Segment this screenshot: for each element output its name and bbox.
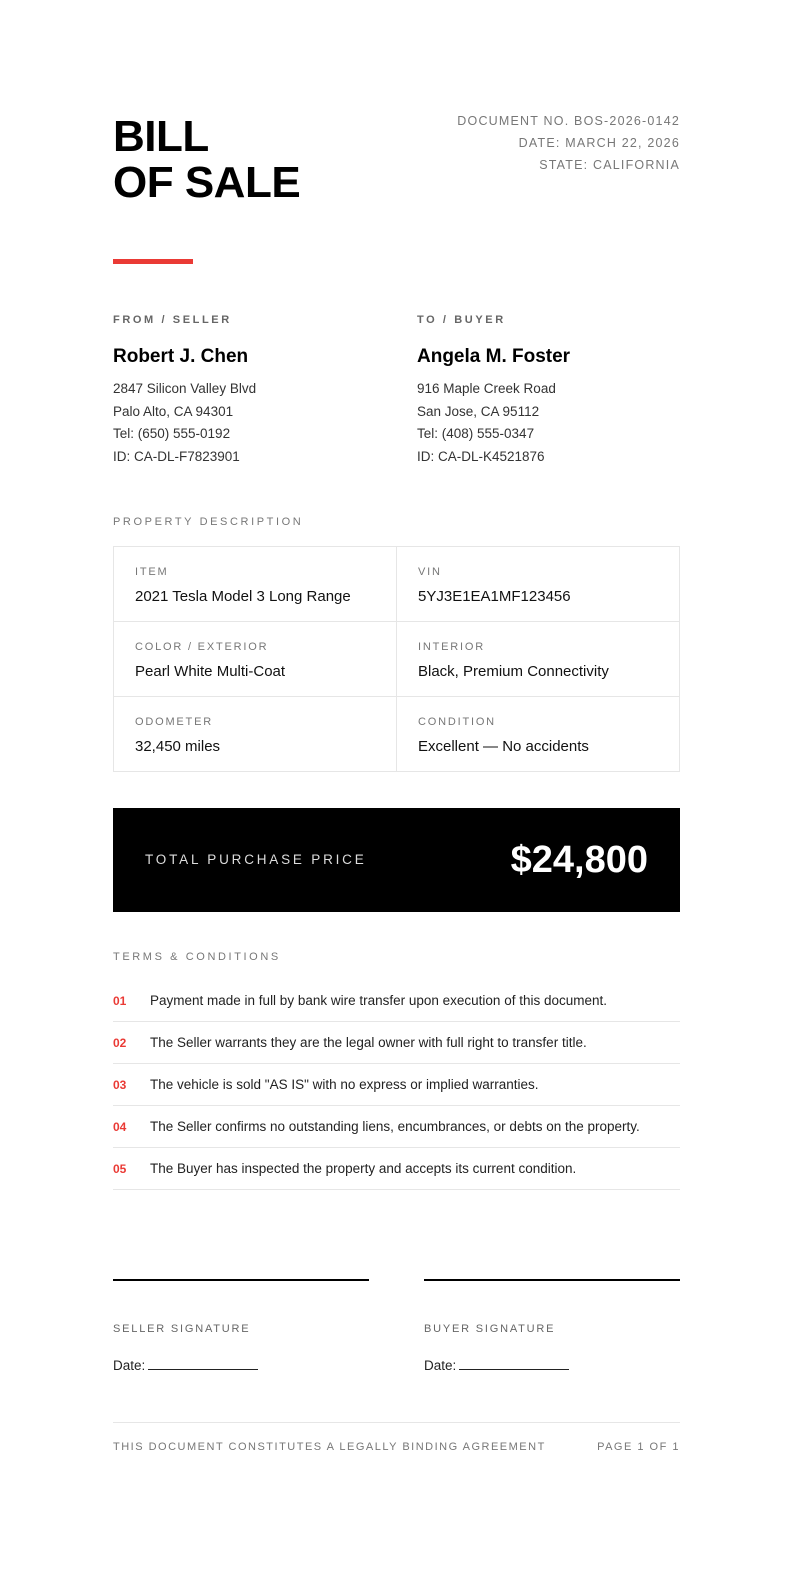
property-cell-color xyxy=(114,622,396,697)
total-price-value: $24,800 xyxy=(510,839,648,881)
property-cell-condition xyxy=(396,697,679,771)
seller-id: ID: CA-DL-F7823901 xyxy=(113,449,240,465)
buyer-name: Angela M. Foster xyxy=(417,346,571,367)
property-section-label: PROPERTY DESCRIPTION xyxy=(113,516,304,528)
accent-bar xyxy=(113,259,193,264)
document-title-line1: BILL xyxy=(113,112,209,161)
term-text: Payment made in full by bank wire transfer upon execution of this document. xyxy=(150,993,607,1008)
buyer-block xyxy=(417,314,697,469)
footer-page-number: PAGE 1 OF 1 xyxy=(597,1441,680,1453)
term-number: 02 xyxy=(113,1035,127,1050)
property-cell-value: Pearl White Multi-Coat xyxy=(135,663,286,680)
property-cell-label: INTERIOR xyxy=(418,641,485,653)
seller-address-line2: Palo Alto, CA 94301 xyxy=(113,403,234,419)
term-text: The Buyer has inspected the property and accepts its current condition. xyxy=(150,1161,577,1176)
property-cell-label: ITEM xyxy=(135,566,169,578)
property-cell-value: 2021 Tesla Model 3 Long Range xyxy=(135,588,351,605)
property-cell-interior xyxy=(396,622,679,697)
buyer-signature-label: BUYER SIGNATURE xyxy=(424,1323,556,1335)
buyer-label: TO / BUYER xyxy=(417,314,506,326)
seller-signature-date xyxy=(113,1357,369,1373)
seller-date-label: Date: xyxy=(113,1358,146,1373)
document-number: DOCUMENT NO. BOS-2026-0142 xyxy=(457,114,680,128)
footer-divider xyxy=(113,1422,680,1423)
document-date: DATE: MARCH 22, 2026 xyxy=(518,136,680,150)
buyer-signature-block xyxy=(424,1279,680,1373)
buyer-date-field[interactable] xyxy=(459,1357,569,1370)
seller-name: Robert J. Chen xyxy=(113,346,249,367)
list-item xyxy=(113,980,680,1022)
property-cell-label: CONDITION xyxy=(418,716,496,728)
term-text: The vehicle is sold "AS IS" with no express or implied warranties. xyxy=(150,1077,539,1092)
list-item xyxy=(113,1064,680,1106)
buyer-tel: Tel: (408) 555-0347 xyxy=(417,426,535,442)
term-number: 03 xyxy=(113,1077,127,1092)
buyer-address-line2: San Jose, CA 95112 xyxy=(417,403,540,419)
terms-section-label: TERMS & CONDITIONS xyxy=(113,951,281,963)
seller-block xyxy=(113,314,393,469)
term-number: 01 xyxy=(113,993,127,1008)
property-cell-label: COLOR / EXTERIOR xyxy=(135,641,269,653)
seller-tel: Tel: (650) 555-0192 xyxy=(113,426,231,442)
buyer-date-label: Date: xyxy=(424,1358,457,1373)
seller-date-field[interactable] xyxy=(148,1357,258,1370)
property-cell-label: ODOMETER xyxy=(135,716,213,728)
buyer-signature-date xyxy=(424,1357,680,1373)
property-cell-vin xyxy=(396,547,679,622)
property-cell-value: 32,450 miles xyxy=(135,738,221,755)
term-text: The Seller confirms no outstanding liens, encumbrances, or debts on the property. xyxy=(150,1119,640,1134)
document-state: STATE: CALIFORNIA xyxy=(539,158,680,172)
property-cell-item xyxy=(114,547,396,622)
list-item xyxy=(113,1148,680,1190)
bill-of-sale-page xyxy=(113,0,680,1579)
property-cell-label: VIN xyxy=(418,566,442,578)
list-item xyxy=(113,1022,680,1064)
term-number: 05 xyxy=(113,1161,127,1176)
property-table xyxy=(113,546,680,772)
property-cell-odometer xyxy=(114,697,396,771)
buyer-signature-line[interactable] xyxy=(424,1279,680,1281)
property-cell-value: Excellent — No accidents xyxy=(418,738,589,755)
term-number: 04 xyxy=(113,1119,127,1134)
list-item xyxy=(113,1106,680,1148)
seller-label: FROM / SELLER xyxy=(113,314,232,326)
seller-signature-label: SELLER SIGNATURE xyxy=(113,1323,251,1335)
total-price-box xyxy=(113,808,680,912)
document-title-line2: OF SALE xyxy=(113,158,301,207)
footer-legal-note: THIS DOCUMENT CONSTITUTES A LEGALLY BINDING AGREEMENT xyxy=(113,1441,546,1453)
buyer-id: ID: CA-DL-K4521876 xyxy=(417,449,545,465)
terms-list xyxy=(113,980,680,1190)
seller-address-line1: 2847 Silicon Valley Blvd xyxy=(113,381,257,396)
property-cell-value: Black, Premium Connectivity xyxy=(418,663,609,680)
seller-signature-block xyxy=(113,1279,369,1373)
seller-signature-line[interactable] xyxy=(113,1279,369,1281)
term-text: The Seller warrants they are the legal owner with full right to transfer title. xyxy=(150,1035,587,1050)
buyer-address-line1: 916 Maple Creek Road xyxy=(417,381,556,396)
property-cell-value: 5YJ3E1EA1MF123456 xyxy=(418,588,571,605)
total-price-label: TOTAL PURCHASE PRICE xyxy=(145,852,367,867)
